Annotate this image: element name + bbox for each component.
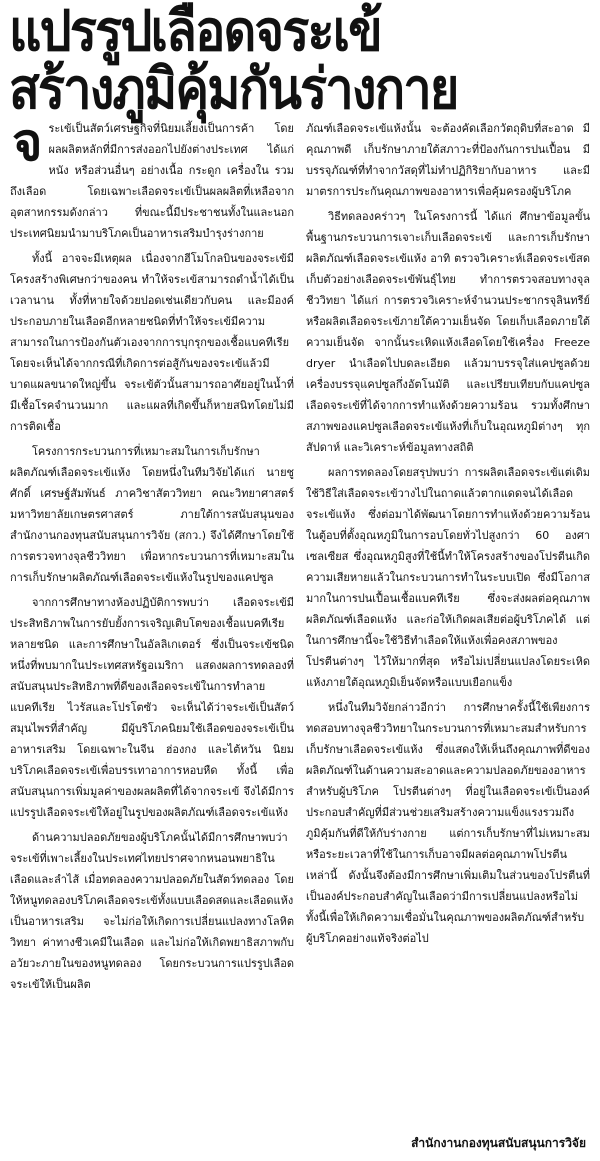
article-credit: สำนักงานกองทุนสนับสนุนการวิจัย: [411, 1136, 586, 1150]
paragraph: จากการศึกษาทางห้องปฏิบัติการพบว่า เลือดจระเข้มีประสิทธิภาพในการยับยั้งการเจริญเติบโตของเชื้อแบคทีเรียหลายชนิด และการศึกษาในอัลลิเกเตอร์ ซึ่งเป็นจระเข้ชนิดหนึ่งที่พบมากในประเทศสหรัฐอเมริกา แสดงผลการทดลองที่สนับสนุนประสิทธิภาพที่ดีของเลือดจระเข้ในการทำลายแบคทีเรีย ไวรัสและโปรโตซัว จะเห็นได้ว่าจระเข้เป็นสัตว์สมุนไพรที่สำคัญ มีผู้บริโภคนิยมใช้เลือดของจระเข้เป็นอาหารเสริม โดยเฉพาะในจีน ฮ่องกง และไต้หวัน นิยมบริโภคเลือดจระเข้เพื่อบรรเทาอาการหอบหืด ทั้งนี้ เพื่อสนับสนุนการเพิ่มมูลค่าของผลผลิตที่ได้จากจระเข้ จึงได้มีการแปรรูปเลือดจระเข้ให้อยู่ในรูปของผลิตภัณฑ์เลือดจระเข้แห้ง: [10, 596, 294, 819]
paragraph: ภัณฑ์เลือดจระเข้แห้งนั้น จะต้องคัดเลือกวัตถุดิบที่สะอาด มีคุณภาพดี เก็บรักษาภายใต้สภาวะที่ป้องกันการปนเปื้อน มีบรรจุภัณฑ์ที่ทำจากวัสดุที่ไม่ทำปฏิกิริยากับอาหาร และมีมาตรการประกันคุณภาพของอาหารเพื่อคุ้มครองผู้บริโภค: [306, 122, 590, 198]
paragraph: ผลการทดลองโดยสรุปพบว่า การผลิตเลือดจระเข้แต่เดิมใช้วิธีใส่เลือดจระเข้วางไปในถาดแล้วตากแดดจนได้เลือดจระเข้แห้ง ซึ่งต่อมาได้พัฒนาโดยการทำแห้งด้วยความร้อนในตู้อบที่ตั้งอุณหภูมิในการอบโดยทั่วไปสูงกว่า 60 องศาเซลเซียส ซึ่งอุณหภูมิสูงที่ใช้นี้ทำให้โครงสร้างของโปรตีนเกิดความเสียหายแล้วในกระบวนการทำในระบบเปิด ซึ่งมีโอกาสมากในการปนเปื้อนเชื้อแบคทีเรีย ซึ่งจะส่งผลต่อคุณภาพ ผลิตภัณฑ์เลือดแห้ง และก่อให้เกิดผลเสียต่อผู้บริโภคได้ แต่ในการศึกษานี้จะใช้วิธีทำเลือดให้แห้งเพื่อคงสภาพของโปรตีนต่างๆ ไว้ให้มากที่สุด หรือไม่เปลี่ยนแปลงโดยระเหิดแห้งภายใต้อุณหภูมิเย็นจัดหรือแบบเยือกแข็ง: [306, 466, 590, 689]
paragraph: วิธีทดลองคร่าวๆ ในโครงการนี้ ได้แก่ ศึกษาข้อมูลขั้นพื้นฐานกระบวนการเจาะเก็บเลือดจระเข้ และการเก็บรักษาผลิตภัณฑ์เลือดจระเข้แห้ง อาทิ ตรวจวิเคราะห์เลือดจระเข้สด เก็บตัวอย่างเลือดจระเข้พันธุ์ไทย ทำการตรวจสอบทางจุลชีววิทยา ได้แก่ การตรวจวิเคราะห์จำนวนประชากรจุลินทรีย์ หรือผลิตเลือดจระเข้ภายใต้ความเย็นจัด โดยเก็บเลือดภายใต้ความเย็นจัด จากนั้นระเหิดแห้งเลือดโดยใช้เครื่อง Freeze dryer นำเลือดไปบดละเอียด แล้วมาบรรจุใส่แคปซูลด้วยเครื่องบรรจุแคปซูลกึ่งอัตโนมัติ และเปรียบเทียบกับแคปซูลเลือดจระเข้ที่ได้จากการทำแห้งด้วยความร้อน รวมทั้งศึกษาสภาพของแคปซูลเลือดจระเข้แห้งที่เก็บในอุณหภูมิต่างๆ ทุกสัปดาห์ และวิเคราะห์ข้อมูลทางสถิติ: [306, 210, 590, 454]
article-column-left: [10, 118, 294, 1128]
paragraph: ด้านความปลอดภัยของผู้บริโภคนั้นได้มีการศึกษาพบว่า จระเข้ที่เพาะเลี้ยงในประเทศไทยปราศจากหนอนพยาธิในเลือดและลำไส้ เมื่อทดลองความปลอดภัยในสัตว์ทดลอง โดยให้หนูทดลองบริโภคเลือดจระเข้ทั้งแบบเลือดสดและเลือดแห้งเป็นอาหารเสริม จะไม่ก่อให้เกิดการเปลี่ยนแปลงทางโลหิตวิทยา ค่าทางชีวเคมีในเลือด และไม่ก่อให้เกิดพยาธิสภาพกับอวัยวะภายในของหนูทดลอง โดยกระบวนการแปรรูปเลือดจระเข้ให้เป็นผลิต: [10, 831, 294, 991]
headline: [0, 0, 600, 122]
paragraph-text: ระเข้เป็นสัตว์เศรษฐกิจที่นิยมเลี้ยงเป็นการค้า โดยผลผลิตหลักที่มีการส่งออกไปยังต่างประเทศ ได้แก่ หนัง หรือส่วนอื่นๆ อย่างเนื้อ กระดูก เครื่องใน รวมถึงเลือด โดยเฉพาะเลือดจระเข้เป็นผลผลิตที่เหลือจากอุตสาหกรรมดังกล่าว ที่ขณะนี้มีประชาชนทั้งในและนอกประเทศนิยมนำมาบริโภคเป็นอาหารเสริมบำรุงร่างกาย: [10, 122, 294, 240]
paragraph: หนึ่งในทีมวิจัยกล่าวอีกว่า การศึกษาครั้งนี้ใช้เพียงการทดสอบทางจุลชีววิทยาในกระบวนการที่เหมาะสมสำหรับการเก็บรักษาเลือดจระเข้แห้ง ซึ่งแสดงให้เห็นถึงคุณภาพที่ดีของผลิตภัณฑ์ในด้านความสะอาดและความปลอดภัยของอาหารสำหรับผู้บริโภค โปรตีนต่างๆ ที่อยู่ในเลือดจระเข้เป็นองค์ประกอบสำคัญที่มีส่วนช่วยเสริมสร้างความแข็งแรงรวมถึงภูมิคุ้มกันที่ดีให้กับร่างกาย แต่การเก็บรักษาที่ไม่เหมาะสมหรือระยะเวลาที่ใช้ในการเก็บอาจมีผลต่อคุณภาพโปรตีนเหล่านี้ ดังนั้นจึงต้องมีการศึกษาเพิ่มเติมในส่วนของโปรตีนที่เป็นองค์ประกอบสำคัญในเลือดว่ามีการเปลี่ยนแปลงหรือไม่ ทั้งนี้เพื่อให้เกิดความเชื่อมั่นในคุณภาพของผลิตภัณฑ์สำหรับผู้บริโภคอย่างแท้จริงต่อไป: [306, 701, 590, 945]
paragraph: [10, 118, 294, 244]
paragraph: ทั้งนี้ อาจจะมีเหตุผล เนื่องจากฮีโมโกลบินของจระเข้มีโครงสร้างพิเศษกว่าของคน ทำให้จระเข้สามารถดำน้ำได้เป็นเวลานาน ทั้งที่หายใจด้วยปอดเช่นเดียวกับคน และมีองค์ประกอบภายในเลือดอีกหลายชนิดที่ทำให้จระเข้มีความสามารถในการป้องกันตัวเองจากการบุกรุกของเชื้อแบคทีเรีย โดยจะเห็นได้จากกรณีที่เกิดการต่อสู้กันของจระเข้แล้วมีบาดแผลขนาดใหญ่ขึ้น จระเข้ตัวนั้นสามารถอาศัยอยู่ในน้ำที่มีเชื้อโรคจำนวนมาก และแผลที่เกิดขึ้นก็หายสนิทโดยไม่มีการติดเชื้อ: [10, 252, 294, 433]
dropcap: จ: [12, 118, 43, 173]
headline-line-2: สร้างภูมิคุ้มกันร่างกาย: [9, 57, 458, 122]
headline-line-1: แปรรูปเลือดจระเข้: [9, 0, 381, 64]
article-column-right: [306, 118, 590, 1128]
paragraph: โครงการกระบวนการที่เหมาะสมในการเก็บรักษาผลิตภัณฑ์เลือดจระเข้แห้ง โดยหนึ่งในทีมวิจัยได้แก่ นายชูศักดิ์ เศรษฐ์สัมพันธ์ ภาควิชาสัตววิทยา คณะวิทยาศาสตร์ มหาวิทยาลัยเกษตรศาสตร์ ภายใต้การสนับสนุนของสำนักงานกองทุนสนับสนุนการวิจัย (สกว.) จึงได้ศึกษาโดยใช้การตรวจทางจุลชีววิทยา เพื่อหากระบวนการที่เหมาะสมในการเก็บรักษาผลิตภัณฑ์เลือดจระเข้แห้งในรูปของแคปซูล: [10, 445, 294, 584]
